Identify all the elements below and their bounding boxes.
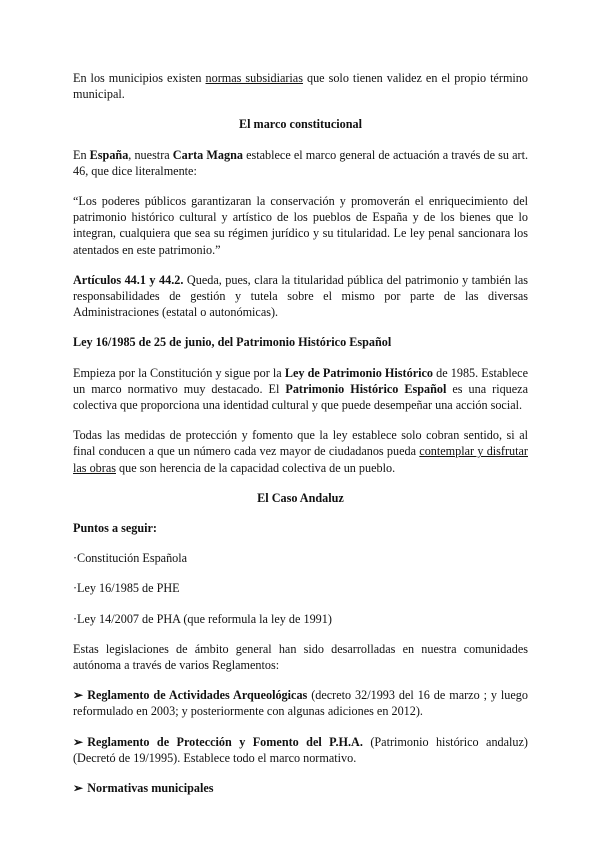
paragraph-carta-magna: En España, nuestra Carta Magna establece el marco general de actuación a través de su art. 46, que dice literalmente:: [73, 147, 529, 178]
heading-ley-16-1985: Ley 16/1985 de 25 de junio, del Patrimonio Histórico Español: [73, 335, 392, 350]
heading-marco-constitucional: El marco constitucional: [239, 117, 362, 132]
underlined-contemplar-disfrutar: contemplar y disfrutar las obras: [73, 444, 528, 475]
paragraph-quote-art46: “Los poderes públicos garantizaran la conservación y promoverán el enriquecimiento del patrimonio histórico cultural y artístico de los pueblos de España y de los bienes que lo integran, cualquiera que sea su régimen jurídico y su titularidad. Le ley penal sancionara los atentados en este patrimonio.”: [73, 194, 528, 257]
underlined-normas-subsidiarias: normas subsidiarias: [205, 71, 303, 85]
paragraph-normas-subsidiarias: En los municipios existen normas subsidiarias que solo tienen validez en el propio término municipal.: [73, 71, 528, 102]
paragraph-articulos: Artículos 44.1 y 44.2. Queda, pues, clara la titularidad pública del patrimonio y también las responsabilidades de gestión y tutela sobre el mismo por parte de las diversas Administraciones (estatal o autonómicas).: [73, 272, 528, 320]
paragraph-reglamentos-intro: Estas legislaciones de ámbito general han sido desarrolladas en nuestra comunidades autónoma a través de varios Reglamentos:: [73, 641, 528, 673]
reglamento-actividades-arqueologicas: ➢ Reglamento de Actividades Arqueológicas (decreto 32/1993 del 16 de marzo ; y luego reformulado en 2003; y posteriormente con algunas adiciones en 2012).: [73, 688, 528, 719]
list-item: ·Ley 16/1985 de PHE: [73, 581, 180, 596]
arrow-bullet-icon: ➢: [73, 688, 84, 703]
list-item: ·Ley 14/2007 de PHA (que reformula la ley de 1991): [73, 611, 332, 626]
list-item: ·Constitución Española: [73, 551, 188, 566]
reglamento-proteccion-fomento: ➢ Reglamento de Protección y Fomento del P.H.A. (Patrimonio histórico andaluz) (Decretó de 19/1995). Establece todo el marco normativo.: [73, 734, 528, 765]
arrow-bullet-icon: ➢: [73, 781, 84, 796]
paragraph-ley-patrimonio: Empieza por la Constitución y sigue por la Ley de Patrimonio Histórico de 1985. Establece un marco normativo muy destacado. El Patrimonio Histórico Español es una riqueza colectiva que proporciona una identidad cultural y que puede desempeñar una acción social.: [73, 365, 528, 413]
arrow-bullet-icon: ➢: [73, 734, 84, 749]
heading-caso-andaluz: El Caso Andaluz: [257, 490, 344, 505]
paragraph-medidas-proteccion: Todas las medidas de protección y fomento que la ley establece solo cobran sentido, si al final conducen a que un número cada vez mayor de ciudadanos pueda contemplar y disfrutar las obras que son herencia de la capacidad colectiva de un pueblo.: [73, 428, 528, 475]
normativas-municipales: ➢ Normativas municipales: [73, 781, 214, 796]
heading-puntos-a-seguir: Puntos a seguir:: [73, 521, 157, 536]
